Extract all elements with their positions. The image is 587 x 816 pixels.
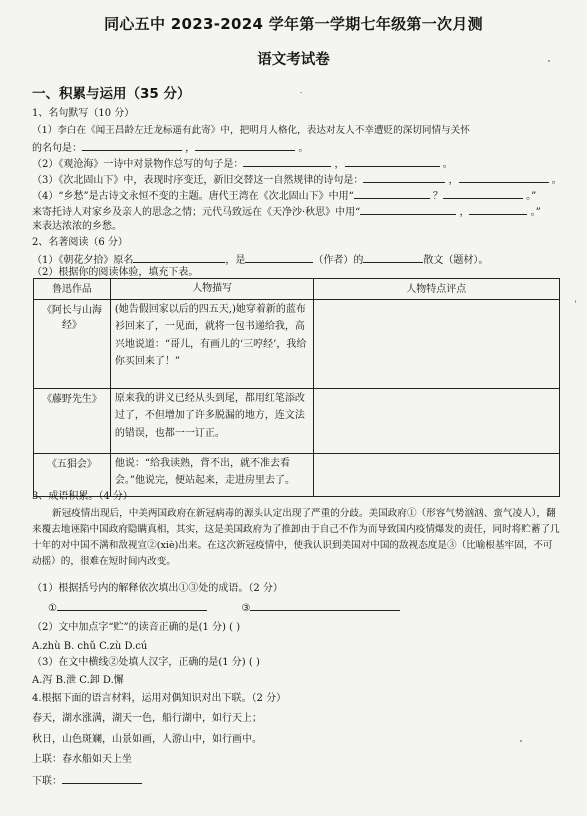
q1-line3: （3）《次北固山下》中，表现时序变迁，新旧交替这一自然规律的诗句是： ， 。 xyxy=(32,172,562,187)
q1-title: 1、名句默写（10 分） xyxy=(32,108,135,119)
blank[interactable] xyxy=(250,600,400,611)
q2-title: 2、名著阅读（6 分） xyxy=(32,237,128,248)
blank[interactable] xyxy=(363,172,445,183)
blank[interactable] xyxy=(360,204,456,215)
q1-line2-text: （2）《观沧海》一诗中对景物作总写的句子是： xyxy=(32,159,244,170)
q3-answer-line xyxy=(48,600,400,615)
q1-line4b-text: 来寄托诗人对家乡及亲人的思念之情；元代马致远在《天净沙·秋思》中用“ xyxy=(32,207,361,218)
q3-passage: 新冠疫情出现后，中美两国政府在新冠病毒的源头认定出现了严重的分歧。美国政府①（形容气势汹汹、蛮气凌人），翻来覆去地诬陷中国政府隐瞒真相，其实，这是美国政府为了推卸由于自己不作为而导致国内疫情爆发的责任，同时将贮蓄了几十年的对中国不满和敌视宣②(xiè)出来。在这次新冠疫情中，使我认识到美国对中国的敌视态度是③（比喻根基牢固，不可动摇）的，很难在短时间内改变。 xyxy=(32,508,560,567)
exam-subtitle: 语文考试卷 xyxy=(257,52,330,68)
q3-sub3: （3）在文中横线②处填人汉字，正确的是(1 分) ( ) xyxy=(32,657,260,668)
table-cell-comment[interactable] xyxy=(313,453,560,496)
blank[interactable] xyxy=(443,188,523,199)
q4-title: 4.根据下面的语言材料，运用对偶知识对出下联。（2 分） xyxy=(32,693,287,704)
q4-upper: 上联：春水船如天上坐 xyxy=(32,754,132,765)
q4-lower-text: 下联： xyxy=(32,776,62,787)
blank[interactable] xyxy=(195,140,295,151)
q1-line3-text: （3）《次北固山下》中，表现时序变迁，新旧交替这一自然规律的诗句是： xyxy=(32,175,364,186)
q2-line1a: （1）《朝花夕拾》原名 xyxy=(32,255,134,266)
marker-3: ③ xyxy=(241,603,251,614)
q1-line1a: （1）李白在《闻王昌龄左迁龙标遥有此寄》中，把明月人格化，表达对友人不幸遭贬的深切同情与关怀 xyxy=(32,125,470,136)
q2-line2: （2）根据你的阅读体验，填充下表。 xyxy=(32,267,199,278)
table-cell-work: 《阿长与山海经》 xyxy=(34,299,111,388)
blank[interactable] xyxy=(354,188,430,199)
scan-speck xyxy=(520,740,522,742)
table-row xyxy=(34,388,560,453)
table-header: 人物特点评点 xyxy=(313,279,560,300)
table-cell-comment[interactable] xyxy=(313,299,560,388)
table-header-row xyxy=(34,279,560,300)
blank[interactable] xyxy=(469,204,527,215)
table-cell-comment[interactable] xyxy=(313,388,560,453)
table-cell-desc: 他说：“给我读熟，背不出，就不准去看会。”他说完，便站起来，走进房里去了。 xyxy=(110,453,313,496)
table-header: 鲁迅作品 xyxy=(34,279,111,300)
blank[interactable] xyxy=(82,140,182,151)
blank[interactable] xyxy=(62,773,142,784)
q4-lower xyxy=(32,773,142,788)
marker-1: ① xyxy=(48,603,57,614)
scan-speck xyxy=(548,60,550,62)
table-cell-work: 《藤野先生》 xyxy=(34,388,111,453)
table-row xyxy=(34,299,560,388)
q4-line2: 秋日，山色斑斓，山景如画，人游山中，如行画中。 xyxy=(32,734,262,745)
character-table xyxy=(33,278,560,497)
q2-line1b: ，是 xyxy=(225,255,246,266)
section-heading: 一、积累与运用（35 分） xyxy=(32,86,191,102)
scan-speck xyxy=(575,300,576,303)
q1-line4a-text: （4）“乡愁”是古诗文永恒不变的主题。唐代王湾在《次北固山下》中用“ xyxy=(32,191,354,202)
blank[interactable] xyxy=(459,172,549,183)
blank[interactable] xyxy=(363,252,423,263)
q3-sub2-options: A.zhù B. chǔ C.zù D.cú xyxy=(32,641,148,652)
q1-line1b-text: 的名句是： xyxy=(32,143,82,154)
q3-sub3-options: A.泻 B.泄 C.卸 D.懈 xyxy=(32,675,124,686)
q1-line2: （2）《观沧海》一诗中对景物作总写的句子是： ， 。 xyxy=(32,156,453,171)
q3-sub2: （2）文中加点字“贮”的读音正确的是(1 分) ( ) xyxy=(32,622,241,633)
q2-line1c: （作者）的 xyxy=(313,255,364,266)
q4-line1: 春天，湖水涨满，湖天一色，船行湖中，如行天上； xyxy=(32,713,262,724)
q3-sub1: （1）根据括号内的解释依次填出①③处的成语。（2 分） xyxy=(32,583,283,594)
blank[interactable] xyxy=(245,252,313,263)
scan-speck xyxy=(300,92,302,93)
table-cell-desc: 原来我的讲义已经从头到尾，都用红笔添改过了，不但增加了许多脱漏的地方，连文法的错误，也都一一订正。 xyxy=(110,388,313,453)
table-cell-desc: (她告假回家以后的四五天,)她穿着新的蓝布衫回来了，一见面，就将一包书递给我，高兴地说道：“哥儿，有画儿的‘三哼经’，我给你买回来了！” xyxy=(110,299,313,388)
q2-line1d: 散文（题材）。 xyxy=(423,255,489,266)
q1-line1b: 的名句是： ， 。 xyxy=(32,140,308,155)
blank[interactable] xyxy=(133,252,225,263)
q3-title: 3、成语积累。（4 分） xyxy=(32,491,133,502)
blank[interactable] xyxy=(57,600,207,611)
q1-line4b: 来寄托诗人对家乡及亲人的思念之情；元代马致远在《天净沙·秋思》中用“ ， 。” xyxy=(32,204,541,219)
blank[interactable] xyxy=(243,156,331,167)
q1-line4a: （4）“乡愁”是古诗文永恒不变的主题。唐代王湾在《次北固山下》中用“ ？ 。” xyxy=(32,188,536,203)
q2-line1 xyxy=(32,252,488,267)
blank[interactable] xyxy=(345,156,440,167)
exam-title: 同心五中 2023-2024 学年第一学期七年级第一次月测 xyxy=(104,15,483,33)
table-cell-work: 《五猖会》 xyxy=(34,453,111,496)
table-header: 人物描写 xyxy=(110,279,313,300)
q1-line4c: 来表达浓浓的乡愁。 xyxy=(32,221,122,232)
